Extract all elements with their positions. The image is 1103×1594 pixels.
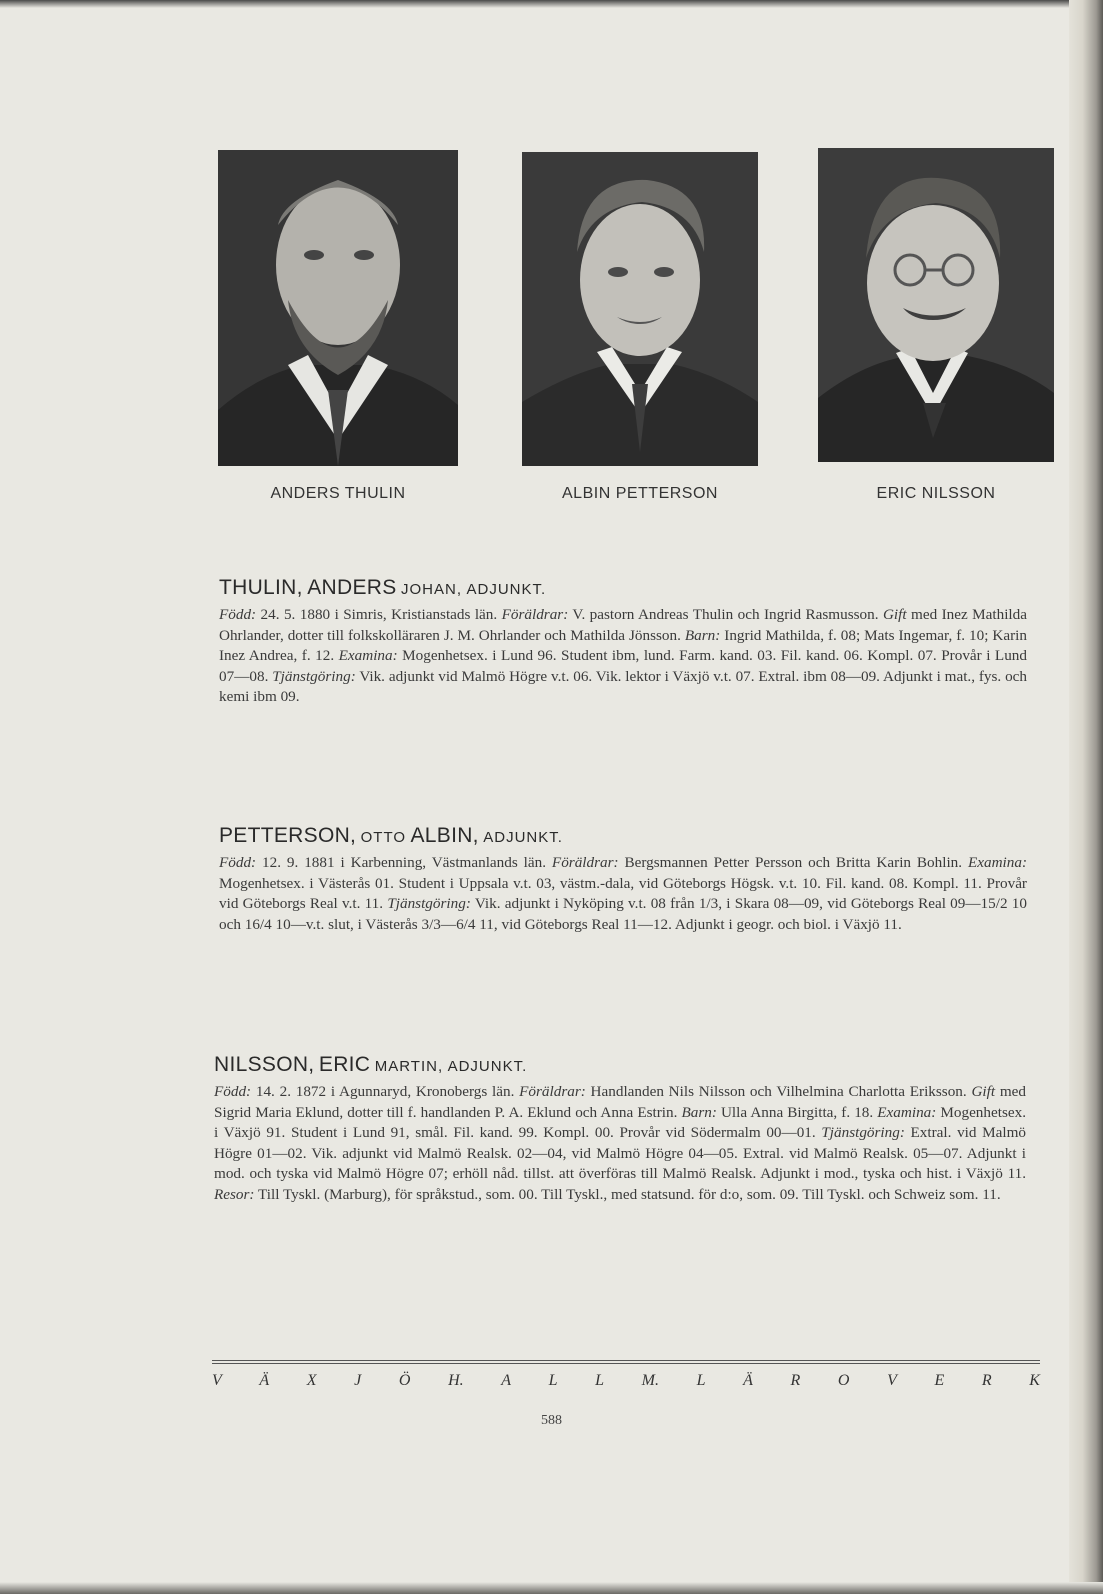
- footer-letter: O: [837, 1372, 850, 1389]
- field-text: 12. 9. 1881 i Karbenning, Västmanlands län.: [256, 854, 552, 871]
- field-label: Tjänstgöring:: [387, 895, 471, 913]
- portrait-photo-eric-nilsson: [818, 148, 1054, 462]
- page-binding-edge: [1069, 0, 1103, 1594]
- running-footer: [212, 1372, 1040, 1390]
- footer-letter: L: [548, 1372, 558, 1389]
- entry-body-petterson: [219, 853, 1027, 935]
- entry-heading-thulin: [219, 576, 546, 600]
- footer-rule-bottom: [212, 1363, 1040, 1364]
- field-label: Examina:: [338, 647, 398, 665]
- field-label: Föräldrar:: [551, 854, 619, 871]
- entry-given-name: ANDERS: [307, 576, 397, 599]
- field-label: Barn:: [684, 626, 721, 644]
- footer-letter: K: [1029, 1372, 1040, 1389]
- footer-letter: M.: [641, 1372, 659, 1389]
- footer-letter: V: [887, 1372, 897, 1389]
- entry-heading-petterson: [219, 824, 563, 848]
- field-label: Föräldrar:: [519, 1083, 586, 1100]
- entry-surname: THULIN,: [219, 576, 303, 599]
- entry-heading-nilsson: [214, 1053, 527, 1077]
- entry-body-thulin: [219, 605, 1027, 708]
- footer-letter: L: [696, 1372, 706, 1389]
- field-label: Gift: [971, 1083, 996, 1100]
- footer-letter: Ä: [259, 1372, 270, 1389]
- field-label: Född:: [219, 606, 257, 623]
- footer-letter: R: [981, 1372, 992, 1389]
- field-label: Gift: [882, 606, 907, 623]
- entry-given-name-rest: JOHAN,: [401, 581, 463, 598]
- field-text: med Sigrid Maria Eklund, dotter till f. handlanden P. A. Eklund och Anna Estrin.: [214, 1083, 1026, 1121]
- field-label: Tjänstgöring:: [272, 667, 356, 685]
- footer-letter: H.: [448, 1372, 464, 1389]
- field-label: Resor:: [214, 1185, 255, 1203]
- portrait-photo-albin-petterson: [522, 152, 758, 466]
- field-label: Examina:: [877, 1103, 937, 1121]
- field-label: Föräldrar:: [501, 606, 569, 623]
- footer-letter: Ä: [743, 1372, 753, 1389]
- footer-letter: L: [595, 1372, 605, 1389]
- entry-title: ADJUNKT.: [483, 829, 563, 846]
- field-text: Vik. adjunkt vid Malmö Högre v.t. 06. Vik. lektor i Växjö v.t. 07. Extral. ibm 08—09. Adjunkt i mat., fys. och kemi ibm 09.: [219, 667, 1027, 706]
- entry-given-name: ERIC: [318, 1053, 371, 1076]
- page-number: 588: [541, 1413, 562, 1428]
- field-label: Barn:: [681, 1103, 717, 1121]
- field-text: Ingrid Mathilda, f. 08; Mats Ingemar, f. 10; Karin Inez Andrea, f. 12.: [219, 626, 1027, 665]
- field-label: Född:: [214, 1083, 252, 1100]
- field-text: Till Tyskl. (Marburg), för språkstud., som. 00. Till Tyskl., med statsund. för d:o, som. 09. Till Tyskl. och Schweiz som. 11.: [254, 1185, 1001, 1203]
- field-text: Mogenhetsex. i Västerås 01. Student i Uppsala v.t. 03, västm.-dala, vid Göteborgs Högsk. v.t. 10. Fil. kand. 08. Kompl. 11. Provår vid Göteborgs Real v.t. 11.: [219, 874, 1027, 913]
- footer-letter: X: [306, 1372, 317, 1389]
- footer-rule-top: [212, 1360, 1040, 1361]
- entry-surname: PETTERSON,: [219, 824, 357, 847]
- field-text: Handlanden Nils Nilsson och Vilhelmina Charlotta Eriksson.: [585, 1083, 972, 1100]
- portrait-caption: ERIC NILSSON: [876, 485, 996, 502]
- field-text: 24. 5. 1880 i Simris, Kristianstads län.: [256, 606, 502, 623]
- entry-given-name-rest: OTTO: [360, 829, 407, 846]
- field-text: Mogenhetsex. i Lund 96. Student ibm, lund. Farm. kand. 03. Fil. kand. 06. Kompl. 07. Provår i Lund 07—08.: [219, 647, 1027, 685]
- portrait-caption: ALBIN PETTERSON: [562, 485, 718, 502]
- entry-given-name-rest: MARTIN,: [374, 1058, 444, 1075]
- footer-letter: Ö: [398, 1372, 411, 1389]
- portrait-photo-anders-thulin: [218, 150, 458, 466]
- field-text: Vik. adjunkt i Nyköping v.t. 08 från 1/3, i Skara 08—09, vid Göteborgs Real 09—15/2 10 och 16/4 10—v.t. slut, i Västerås 3/3—6/4 11, vid Göteborgs Real 11—12. Adjunkt i geogr. och biol. i Växjö 11.: [219, 895, 1027, 933]
- field-text: Ulla Anna Birgitta, f. 18.: [716, 1103, 878, 1121]
- field-label: Tjänstgöring:: [821, 1124, 905, 1142]
- field-text: med Inez Mathilda Ohrlander, dotter till folkskolläraren J. M. Ohrlander och Mathilda Jönsson.: [219, 606, 1027, 644]
- entry-title: ADJUNKT.: [447, 1058, 528, 1075]
- footer-letter: J: [354, 1372, 362, 1389]
- footer-letter: R: [790, 1372, 801, 1389]
- field-label: Examina:: [967, 854, 1027, 871]
- footer-letter: E: [934, 1372, 945, 1389]
- entry-surname: NILSSON,: [214, 1053, 315, 1076]
- footer-letter: V: [212, 1372, 222, 1389]
- field-text: 14. 2. 1872 i Agunnaryd, Kronobergs län.: [251, 1083, 520, 1100]
- page-top-edge: [0, 0, 1103, 8]
- entry-title: ADJUNKT.: [466, 581, 547, 598]
- field-text: V. pastorn Andreas Thulin och Ingrid Rasmusson.: [568, 606, 883, 623]
- entry-given-name: ALBIN,: [410, 824, 479, 847]
- field-text: Extral. vid Malmö Högre 01—02. Vik. adjunkt vid Malmö Realsk. 02—04, vid Malmö Högre 04—05. Extral. vid Malmö Realsk. 05—07. Adjunkt i mod. och tyska vid Malmö Högre 07; erhöll nåd. tillst. att överföras till Malmö Realsk. Adjunkt i mod., tyska och hist. i Växjö 11.: [214, 1124, 1026, 1183]
- field-text: Bergsmannen Petter Persson och Britta Karin Bohlin.: [618, 854, 968, 871]
- entry-body-nilsson: [214, 1082, 1026, 1206]
- field-text: Mogenhetsex. i Växjö 91. Student i Lund 91, smål. Fil. kand. 99. Kompl. 00. Provår vid Södermalm 00—01.: [214, 1103, 1026, 1142]
- footer-letter: A: [501, 1372, 512, 1389]
- portrait-caption: ANDERS THULIN: [270, 485, 406, 502]
- field-label: Född:: [219, 854, 257, 871]
- page-bottom-edge: [0, 1582, 1103, 1594]
